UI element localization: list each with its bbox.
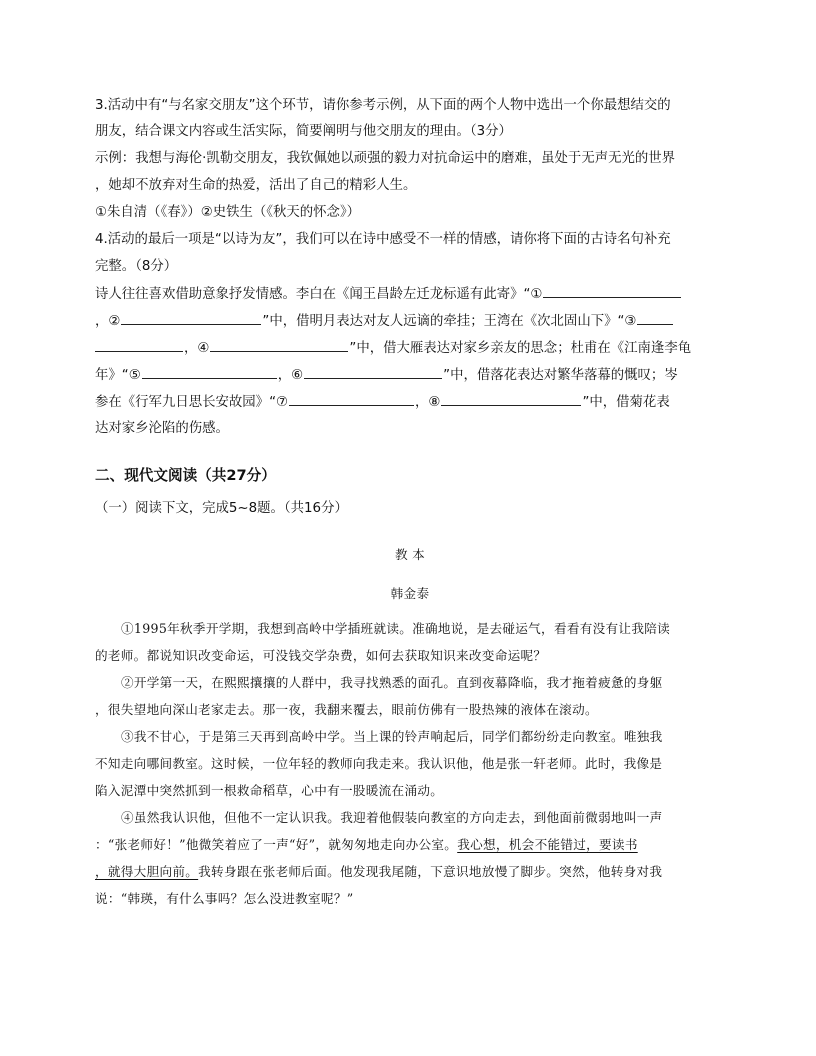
article-title: 教 本	[394, 547, 426, 562]
q4-text: ，⑧	[415, 395, 441, 410]
q4-text: ”中，借明月表达对友人远谪的牵挂；王湾在《次北固山下》“③	[262, 314, 637, 329]
q4-text: ”中，借大雁表达对家乡亲友的思念；杜甫在《江南逢李龟	[349, 341, 692, 356]
q3-example-line-2: ，她却不放弃对生命的热爱，活出了自己的精彩人生。	[95, 178, 417, 193]
q3-line-2: 朋友，结合课文内容或生活实际，简要阐明与他交朋友的理由。（3分）	[95, 124, 512, 139]
answer-blank-1[interactable]	[543, 284, 681, 298]
q4-poem-line-5	[95, 392, 670, 413]
answer-blank-5[interactable]	[142, 365, 277, 379]
q4-text: ”中，借菊花表	[582, 395, 670, 410]
article-author: 韩金泰	[390, 586, 430, 601]
q4-line-1: 4.活动的最后一项是“以诗为友”，我们可以在诗中感受不一样的情感，请你将下面的古诗名句补充	[95, 232, 671, 247]
q3-line-1: 3.活动中有“与名家交朋友”这个环节，请你参考示例，从下面的两个人物中选出一个你最想结交的	[95, 98, 671, 113]
article-para-3-line-1: ③我不甘心，于是第三天再到高岭中学。当上课的铃声响起后，同学们都纷纷走向教室。唯独我	[121, 729, 663, 744]
q4-text: ”中，借落花表达对繁华落幕的慨叹；岑	[443, 368, 678, 383]
q4-text: 诗人往往喜欢借助意象抒发情感。李白在《闻王昌龄左迁龙标遥有此寄》“①	[95, 287, 543, 302]
article-para-1-line-2: 的老师。都说知识改变命运，可没钱交学杂费，如何去获取知识来改变命运呢？	[95, 648, 547, 663]
q4-poem-line-1	[95, 284, 682, 305]
section-subtitle: （一）阅读下文，完成5~8题。（共16分）	[95, 501, 348, 516]
q4-text: ，⑥	[277, 368, 304, 383]
article-para-4-line-2	[95, 835, 638, 855]
q4-text: 参在《行军九日思长安故园》“⑦	[95, 395, 289, 410]
q3-options: ①朱自清（《春》）②史铁生（《秋天的怀念》）	[95, 205, 361, 220]
answer-blank-4[interactable]	[210, 338, 348, 352]
article-para-4-line-3	[95, 862, 662, 882]
section-title: 二、现代文阅读（共27分）	[95, 467, 276, 484]
underlined-sentence: 我心想，机会不能错过，要读书	[457, 837, 638, 852]
answer-blank-3[interactable]	[637, 311, 673, 325]
answer-blank-6[interactable]	[304, 365, 442, 379]
q4-text: ，④	[184, 341, 210, 356]
answer-blank-7[interactable]	[289, 392, 414, 406]
article-para-2-line-2: ，很失望地向深山老家走去。那一夜，我翻来覆去，眼前仿佛有一股热辣的液体在滚动。	[95, 702, 598, 717]
article-para-3-line-2: 不知走向哪间教室。这时候，一位年轻的教师向我走来。我认识他，他是张一轩老师。此时，我像是	[95, 756, 663, 771]
q4-poem-line-3	[95, 338, 691, 359]
article-para-3-line-3: 陷入泥潭中突然抓到一根救命稻草，心中有一股暖流在涌动。	[95, 783, 444, 798]
article-text: 我转身跟在张老师后面。他发现我尾随，下意识地放慢了脚步。突然，他转身对我	[198, 864, 663, 879]
answer-blank-8[interactable]	[441, 392, 581, 406]
underlined-sentence-cont: ，就得大胆向前。	[95, 864, 199, 879]
q4-poem-line-4	[95, 365, 678, 386]
article-para-1-line-1: ①1995年秋季开学期，我想到高岭中学插班就读。准确地说，是去碰运气，看看有没有让我陪读	[121, 621, 670, 636]
q4-poem-line-2	[95, 311, 674, 332]
q4-line-2: 完整。（8分）	[95, 259, 178, 274]
answer-blank-2[interactable]	[121, 311, 261, 325]
q4-text: ，②	[95, 314, 121, 329]
q4-poem-line-6: 达对家乡沦陷的伤感。	[95, 421, 229, 436]
answer-blank-3-cont[interactable]	[95, 338, 183, 352]
article-para-4-line-1: ④虽然我认识他，但他不一定认识我。我迎着他假装向教室的方向走去，到他面前微弱地叫一声	[121, 810, 663, 825]
article-para-4-line-4: 说：“韩瑛，有什么事吗？怎么没进教室呢？”	[95, 891, 354, 906]
q4-text: 年》“⑤	[95, 368, 141, 383]
article-text: ：“张老师好！”他微笑着应了一声“好”，就匆匆地走向办公室。	[95, 837, 458, 852]
q3-example-line-1: 示例：我想与海伦·凯勒交朋友，我钦佩她以顽强的毅力对抗命运中的磨难，虽处于无声无光的世界	[95, 151, 676, 166]
article-para-2-line-1: ②开学第一天，在熙熙攘攘的人群中，我寻找熟悉的面孔。直到夜幕降临，我才拖着疲惫的身躯	[121, 675, 663, 690]
